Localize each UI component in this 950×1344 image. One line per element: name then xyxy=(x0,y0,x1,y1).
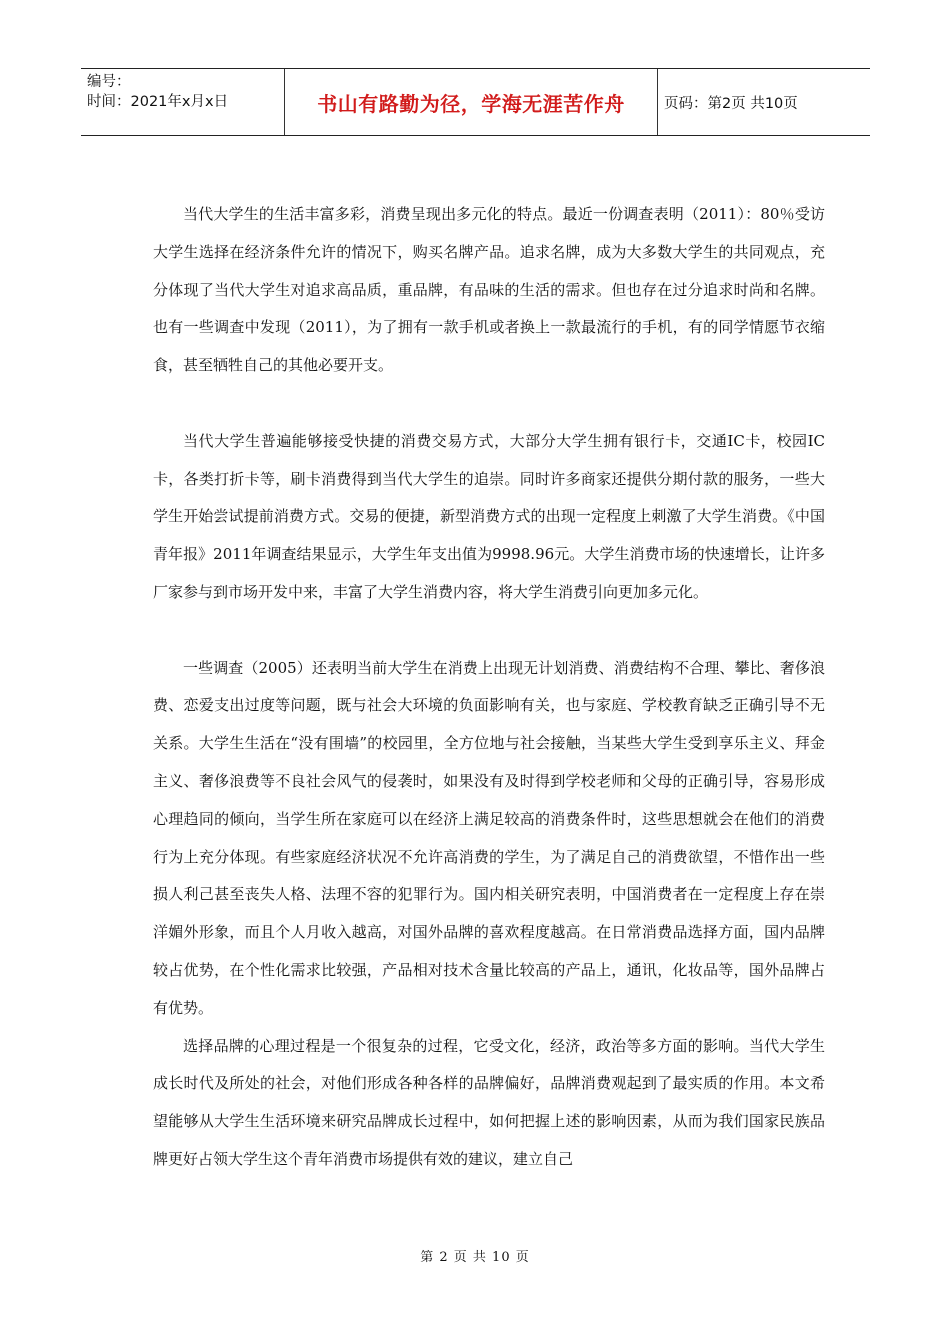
document-time-label: 时间：2021年x月x日 xyxy=(87,94,229,110)
page-header xyxy=(81,68,870,136)
document-number-label: 编号： xyxy=(87,74,131,90)
header-info-cell xyxy=(81,69,284,135)
paragraph-consumption-diversity: 当代大学生的生活丰富多彩，消费呈现出多元化的特点。最近一份调查表明（2011）：80％受访大学生选择在经济条件允许的情况下，购买名牌产品。追求名牌，成为大多数大学生的共同观点，充分体现了当代大学生对追求高品质，重品牌，有品味的生活的需求。但也存在过分追求时尚和名牌。也有一些调查中发现（2011），为了拥有一款手机或者换上一款最流行的手机，有的同学情愿节衣缩食，甚至牺牲自己的其他必要开支。 xyxy=(153,205,825,375)
header-motto: 书山有路勤为径，学海无涯苦作舟 xyxy=(317,91,625,116)
header-motto-cell xyxy=(284,69,658,135)
header-page-label: 页码：第2页 共10页 xyxy=(664,95,798,112)
header-page-cell xyxy=(658,69,870,135)
document-body xyxy=(153,196,825,1179)
paragraph-payment-methods: 当代大学生普遍能够接受快捷的消费交易方式，大部分大学生拥有银行卡，交通IC卡，校园IC卡，各类打折卡等，刷卡消费得到当代大学生的追崇。同时许多商家还提供分期付款的服务，一些大学生开始尝试提前消费方式。交易的便捷，新型消费方式的出现一定程度上刺激了大学生消费。《中国青年报》2011年调查结果显示，大学生年支出值为9998.96元。大学生消费市场的快速增长，让许多厂家参与到市场开发中来，丰富了大学生消费内容，将大学生消费引向更加多元化。 xyxy=(153,431,825,601)
paragraph-consumption-problems: 一些调查（2005）还表明当前大学生在消费上出现无计划消费、消费结构不合理、攀比、奢侈浪费、恋爱支出过度等问题，既与社会大环境的负面影响有关，也与家庭、学校教育缺乏正确引导不无关系。大学生生活在“没有围墙”的校园里，全方位地与社会接触，当某些大学生受到享乐主义、拜金主义、奢侈浪费等不良社会风气的侵袭时，如果没有及时得到学校老师和父母的正确引导，容易形成心理趋同的倾向，当学生所在家庭可以在经济上满足较高的消费条件时，这些思想就会在他们的消费行为上充分体现。有些家庭经济状况不允许高消费的学生，为了满足自己的消费欲望，不惜作出一些损人利己甚至丧失人格、法理不容的犯罪行为。国内相关研究表明，中国消费者在一定程度上存在崇洋媚外形象，而且个人月收入越高，对国外品牌的喜欢程度越高。在日常消费品选择方面，国内品牌较占优势，在个性化需求比较强，产品相对技术含量比较高的产品上，通讯，化妆品等，国外品牌占有优势。 xyxy=(153,658,825,1017)
paragraph-brand-psychology: 选择品牌的心理过程是一个很复杂的过程，它受文化，经济，政治等多方面的影响。当代大学生成长时代及所处的社会，对他们形成各种各样的品牌偏好，品牌消费观起到了最实质的作用。本文希望能够从大学生生活环境来研究品牌成长过程中，如何把握上述的影响因素，从而为我们国家民族品牌更好占领大学生这个青年消费市场提供有效的建议，建立自己 xyxy=(153,1036,825,1168)
page-footer: 第 2 页 共 10 页 xyxy=(420,1250,530,1265)
